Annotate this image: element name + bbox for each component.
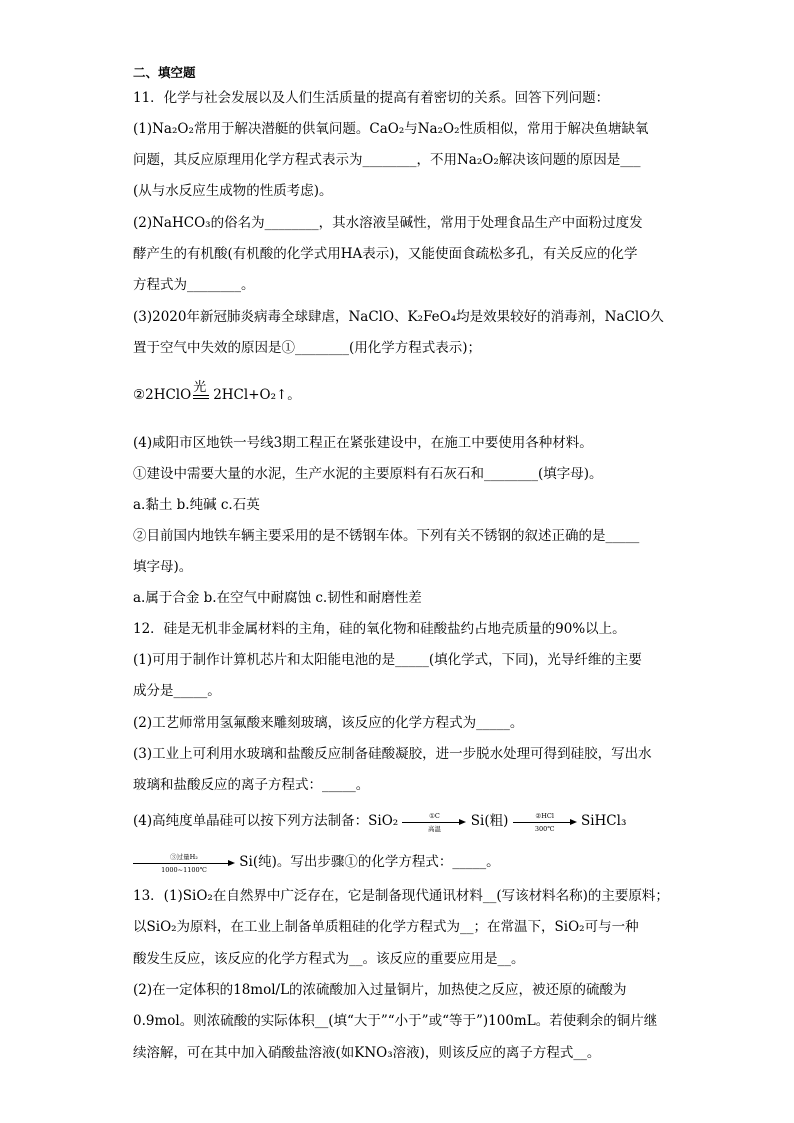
q12-part4-process-line1: (4)高纯度单晶硅可以按下列方法制备：SiO₂ ①C 高温 Si(粗) ②HCl 300℃ SiHCl₃ <box>133 811 627 833</box>
section-title: 二、填空题 <box>133 65 196 80</box>
q13-line5: 0.9mol。则浓硫酸的实际体积__(填“大于”“小于”或“等于”)100mL。若使剩余的铜片继 <box>133 1013 658 1029</box>
hclo-reactant: ②2HClO <box>133 387 192 403</box>
process-end: Si(纯)。写出步骤①的化学方程式：_____。 <box>239 854 500 870</box>
q13-line3: 酸发生反应，该反应的化学方程式为__。该反应的重要应用是__。 <box>133 951 525 967</box>
process-sihcl3: SiHCl₃ <box>580 813 627 829</box>
reaction-sign <box>191 379 213 403</box>
q12-part1-line1: (1)可用于制作计算机芯片和太阳能电池的是_____(填化学式，下同)，光导纤维的主要 <box>133 652 642 668</box>
q11-part1-line3: (从与水反应生成物的性质考虑)。 <box>133 183 333 199</box>
hclo-equation <box>133 379 301 404</box>
q11-part2-line1: (2)NaHCO₃的俗名为________，其水溶液呈碱性，常用于处理食品生产中面粉过度发 <box>133 215 643 231</box>
q11-part4-line3: ②目前国内地铁车辆主要采用的是不锈钢车体。下列有关不锈钢的叙述正确的是_____ <box>133 528 640 544</box>
q11-part1-line1: (1)Na₂O₂常用于解决潜艇的供氧问题。CaO₂与Na₂O₂性质相似，常用于解决鱼塘缺氧 <box>133 121 649 137</box>
q12-part3-line2: 玻璃和盐酸反应的离子方程式：_____。 <box>133 777 370 793</box>
hclo-products: 2HCl+O₂↑。 <box>213 387 301 403</box>
process-intro: (4)高纯度单晶硅可以按下列方法制备：SiO₂ <box>133 813 399 829</box>
process-crude-si: Si(粗) <box>470 813 509 829</box>
q13-line1: 13．(1)SiO₂在自然界中广泛存在，它是制备现代通讯材料__(写该材料名称)的主要原料； <box>133 888 669 904</box>
q12-part2: (2)工艺师常用氢氟酸来雕刻玻璃，该反应的化学方程式为_____。 <box>133 715 524 731</box>
q11-part4-line4: 填字母)。 <box>133 559 193 575</box>
q11-part4-line1: (4)咸阳市区地铁一号线3期工程正在紧张建设中，在施工中要使用各种材料。 <box>133 435 593 451</box>
q13-line2: 以SiO₂为原料，在工业上制备单质粗硅的化学方程式为__；在常温下，SiO₂可与一种 <box>133 919 639 935</box>
q11-part1-line2: 问题，其反应原理用化学方程式表示为________，不用Na₂O₂解决该问题的原因是___ <box>133 152 641 168</box>
reaction-condition: 光 <box>193 379 207 395</box>
q12-part3-line1: (3)工业上可利用水玻璃和盐酸反应制备硅酸凝胶，进一步脱水处理可得到硅胶，写出水 <box>133 746 652 762</box>
q11-part4-options1: a.黏土 b.纯碱 c.石英 <box>133 497 260 513</box>
q11-part4-options2: a.属于合金 b.在空气中耐腐蚀 c.韧性和耐磨性差 <box>133 590 422 606</box>
q11-part2-line3: 方程式为________。 <box>133 277 255 293</box>
q11-part2-line2: 酵产生的有机酸(有机酸的化学式用HA表示)，又能使面食疏松多孔，有关反应的化学 <box>133 246 638 262</box>
q12-part1-line2: 成分是_____。 <box>133 683 221 699</box>
q12-part4-process-line2: ③过量H₂ 1000~1100℃ Si(纯)。写出步骤①的化学方程式：_____。 <box>133 853 500 871</box>
q13-line4: (2)在一定体积的18mol/L的浓硫酸加入过量铜片，加热使之反应，被还原的硫酸为 <box>133 982 627 998</box>
q11-stem: 11．化学与社会发展以及人们生活质量的提高有着密切的关系。回答下列问题： <box>133 90 610 106</box>
q11-part4-line2: ①建设中需要大量的水泥，生产水泥的主要原料有石灰石和________(填字母)。 <box>133 466 603 482</box>
q11-part3-line1: (3)2020年新冠肺炎病毒全球肆虐，NaClO、K₂FeO₄均是效果较好的消毒剂，NaClO久 <box>133 309 664 325</box>
q12-stem: 12．硅是无机非金属材料的主角，硅的氧化物和硅酸盐约占地壳质量的90%以上。 <box>133 621 626 637</box>
q11-part3-line2: 置于空气中失效的原因是①________(用化学方程式表示)； <box>133 340 482 356</box>
q13-line6: 续溶解，可在其中加入硝酸盐溶液(如KNO₃溶液)，则该反应的离子方程式__。 <box>133 1045 601 1061</box>
